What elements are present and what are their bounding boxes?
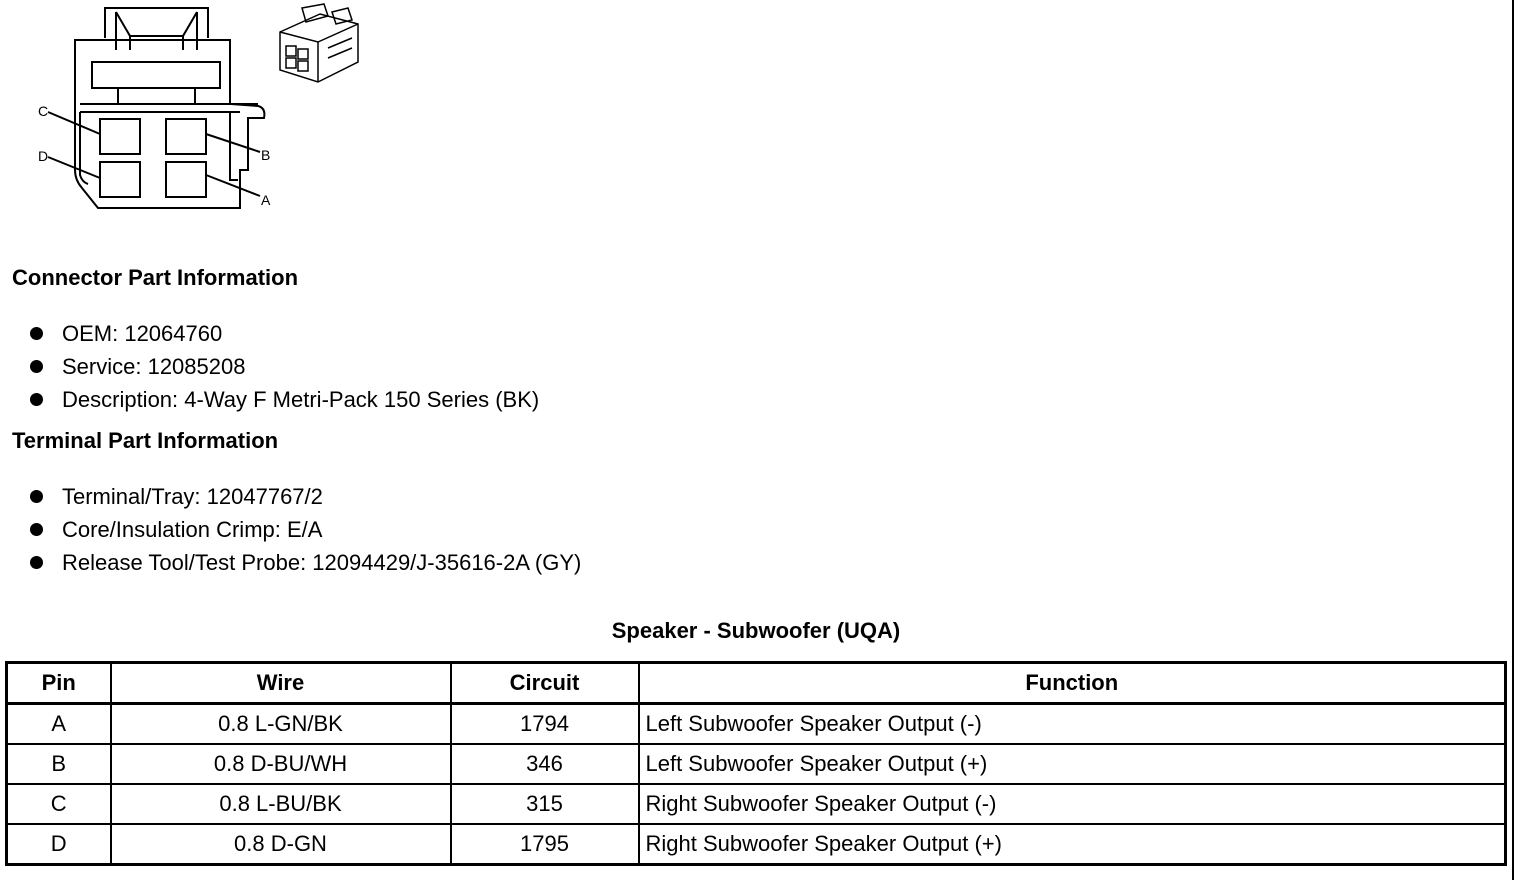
cell-circuit: 1795 xyxy=(451,824,639,865)
list-item: Release Tool/Test Probe: 12094429/J-35616-2A (GY) xyxy=(30,546,581,579)
cell-wire: 0.8 L-GN/BK xyxy=(111,704,451,745)
connector-part-info-heading: Connector Part Information xyxy=(12,265,299,290)
cell-pin: B xyxy=(7,744,111,784)
table-row xyxy=(7,704,1506,745)
cell-circuit: 315 xyxy=(451,784,639,824)
cell-function: Right Subwoofer Speaker Output (-) xyxy=(639,784,1506,824)
list-item: Description: 4-Way F Metri-Pack 150 Series (BK) xyxy=(30,383,539,416)
column-header-wire: Wire xyxy=(111,663,451,704)
list-item: OEM: 12064760 xyxy=(30,317,539,350)
column-header-function: Function xyxy=(639,663,1506,704)
table-row xyxy=(7,784,1506,824)
table-row xyxy=(7,744,1506,784)
cell-pin: A xyxy=(7,704,111,745)
pin-label-a: A xyxy=(261,192,271,208)
pin-label-b: B xyxy=(261,147,271,163)
cell-pin: C xyxy=(7,784,111,824)
bullet-icon xyxy=(30,523,43,536)
connector-isometric-icon xyxy=(272,2,364,88)
cell-circuit: 1794 xyxy=(451,704,639,745)
pin-label-d: D xyxy=(38,148,49,164)
list-item: Terminal/Tray: 12047767/2 xyxy=(30,480,581,513)
bullet-icon xyxy=(30,490,43,503)
column-header-pin: Pin xyxy=(7,663,111,704)
cell-wire: 0.8 L-BU/BK xyxy=(111,784,451,824)
terminal-part-info-heading: Terminal Part Information xyxy=(12,428,279,453)
terminal-part-info-list xyxy=(30,480,581,579)
cell-function: Left Subwoofer Speaker Output (-) xyxy=(639,704,1506,745)
cell-circuit: 346 xyxy=(451,744,639,784)
bullet-icon xyxy=(30,360,43,373)
table-header-row xyxy=(7,663,1506,704)
pinout-table xyxy=(5,661,1507,866)
page-right-border xyxy=(1512,0,1514,880)
cell-wire: 0.8 D-GN xyxy=(111,824,451,865)
connector-face-diagram xyxy=(30,0,280,215)
connector-part-info-list xyxy=(30,317,539,416)
cell-function: Right Subwoofer Speaker Output (+) xyxy=(639,824,1506,865)
table-row xyxy=(7,824,1506,865)
pin-label-c: C xyxy=(38,103,49,119)
table-title: Speaker - Subwoofer (UQA) xyxy=(611,618,901,643)
cell-wire: 0.8 D-BU/WH xyxy=(111,744,451,784)
bullet-icon xyxy=(30,327,43,340)
bullet-icon xyxy=(30,393,43,406)
cell-function: Left Subwoofer Speaker Output (+) xyxy=(639,744,1506,784)
list-item: Service: 12085208 xyxy=(30,350,539,383)
column-header-circuit: Circuit xyxy=(451,663,639,704)
cell-pin: D xyxy=(7,824,111,865)
bullet-icon xyxy=(30,556,43,569)
list-item: Core/Insulation Crimp: E/A xyxy=(30,513,581,546)
